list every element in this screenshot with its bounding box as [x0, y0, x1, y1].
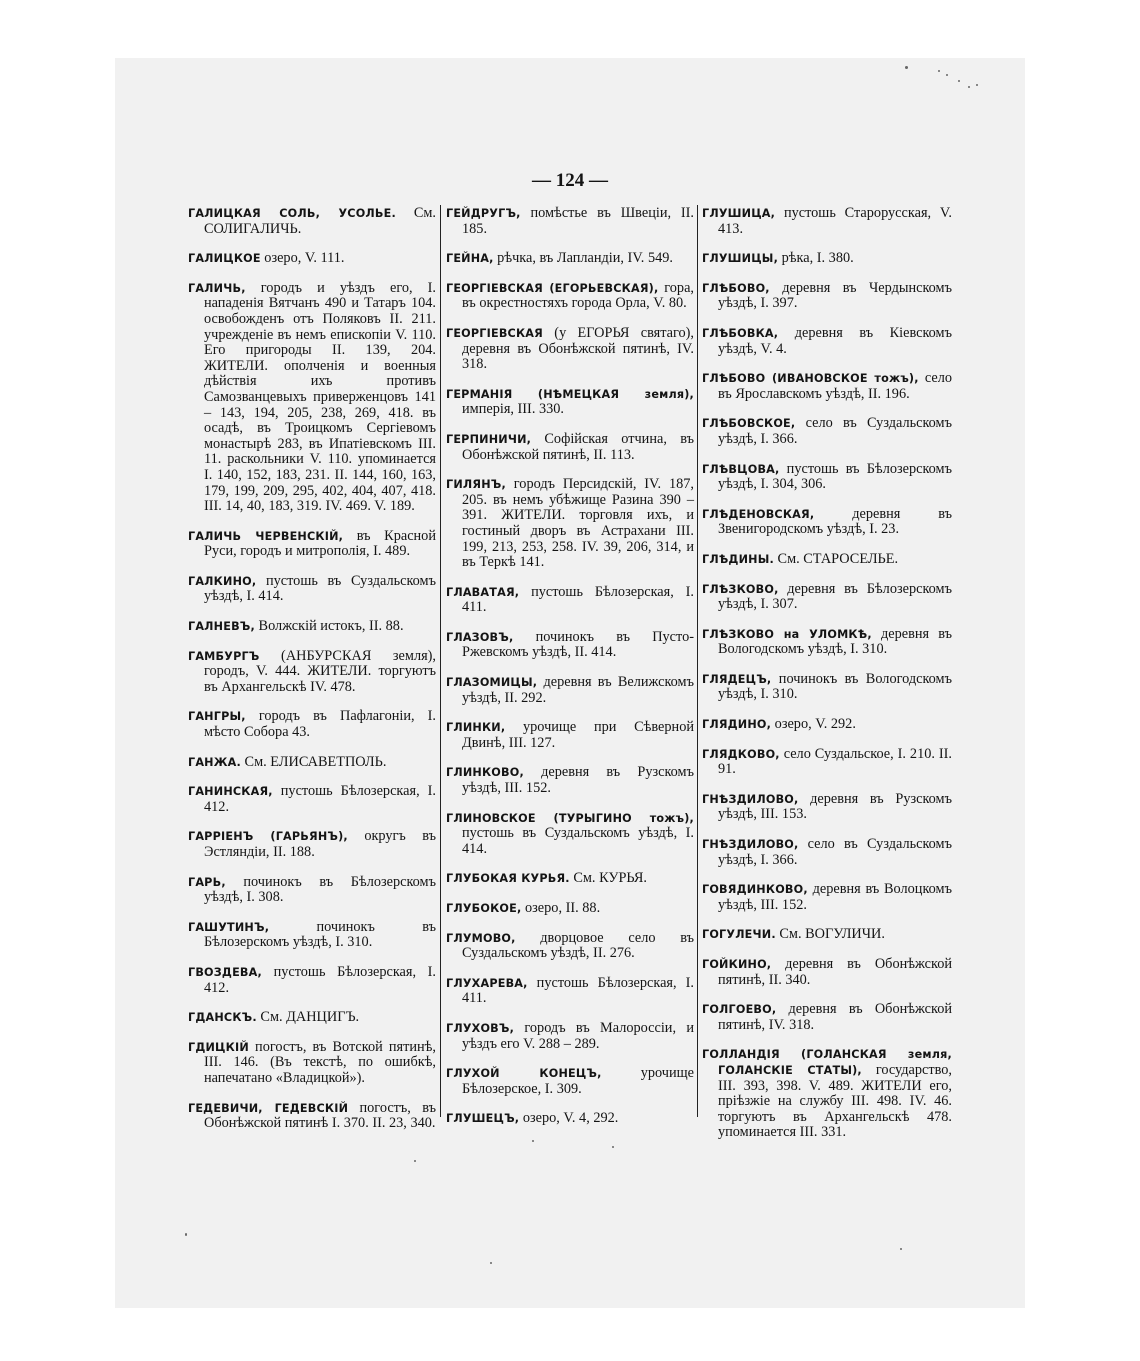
entry-headword: ГОЙКИНО, [702, 958, 772, 971]
entry-text: деревня въ Кіевскомъ уѣздѣ, V. 4. [718, 324, 952, 357]
index-entry [702, 747, 952, 778]
entry-headword: ГЛУШИЦЫ, [702, 252, 779, 266]
index-entry [446, 901, 694, 917]
entry-text: озеро, V. 111. [260, 250, 345, 267]
entry-headword: ГОЛГОЕВО, [702, 1003, 777, 1017]
index-entry [702, 882, 952, 913]
index-entry [702, 927, 952, 943]
entry-headword: ГОВЯДИНКОВО, [702, 883, 808, 897]
index-entry [702, 1047, 952, 1141]
entry-text: пустошь Старорусская, V. 413. [718, 205, 952, 237]
entry-text: починокъ въ Пусто-Ржевскомъ уѣздѣ, II. 414. [462, 628, 694, 661]
index-entry [188, 649, 436, 696]
index-entry [702, 552, 952, 568]
entry-headword: ГЛЯДКОВО, [702, 747, 780, 761]
index-entry [702, 717, 952, 733]
entry-text: дворцовое село въ Суздальскомъ уѣздѣ, II. 276. [462, 929, 694, 962]
index-column-1 [188, 206, 436, 1146]
entry-headword: ГЕОРГІЕВСКАЯ [446, 326, 543, 340]
entry-text: округъ въ Эстляндіи, II. 188. [204, 828, 436, 860]
index-entry [702, 206, 952, 237]
entry-headword: ГЕДЕВИЧИ, ГЕДЕВСКІЙ [188, 1101, 349, 1115]
entry-text: деревня въ Велижскомъ уѣздѣ, II. 292. [462, 674, 694, 706]
index-entry [188, 206, 436, 237]
index-entry [446, 585, 694, 616]
entry-text: село въ Суздальскомъ уѣздѣ, I. 366. [718, 415, 952, 447]
entry-text: См. КУРЬЯ. [569, 870, 647, 887]
index-entry [188, 920, 436, 951]
entry-headword: ГЛИНОВСКОЕ (ТУРЫГИНО тожъ), [446, 811, 694, 825]
entry-headword: ГЛУХОВЪ, [446, 1021, 515, 1035]
entry-headword: ГЛѢЗКОВО на УЛОМКѢ, [702, 627, 872, 641]
entry-text: См. ЕЛИСАВЕТПОЛЬ. [240, 753, 387, 770]
entry-text: Волжскій истокъ, II. 88. [254, 618, 404, 635]
entry-text: въ Красной Руси, городъ и митрополія, I. 489. [204, 527, 436, 560]
entry-headword: ГЛЯДЕЦЪ, [702, 672, 772, 686]
index-entry [702, 371, 952, 402]
column-rule-right [697, 205, 698, 1117]
entry-headword: ГАНИНСКАЯ, [188, 785, 273, 799]
entry-text: село Суздальское, I. 210. II. 91. [718, 745, 952, 778]
index-entry [446, 326, 694, 373]
entry-headword: ГЕЙДРУГЪ, [446, 207, 521, 220]
entry-headword: ГИЛЯНЪ, [446, 478, 506, 492]
entry-headword: ГЛУМОВО, [446, 931, 516, 945]
entry-text: См. СТАРОСЕЛЬЕ. [773, 550, 899, 567]
index-entry [188, 755, 436, 771]
entry-headword: ГАНЖА. [188, 755, 241, 769]
entry-text: (у ЕГОРЬЯ святаго), деревня въ Обонѣжской пятинѣ, IV. 318. [462, 324, 694, 373]
entry-text: деревня въ Волоцкомъ уѣздѣ, III. 152. [718, 881, 952, 913]
entry-headword: ГЛѢБОВСКОЕ, [702, 417, 796, 431]
index-entry [446, 931, 694, 962]
entry-text: деревня въ Бѣлозерскомъ уѣздѣ, I. 307. [718, 580, 952, 613]
index-entry [702, 627, 952, 658]
index-entry [446, 630, 694, 661]
entry-headword: ГЛУБОКАЯ КУРЬЯ. [446, 872, 570, 886]
entry-text: пустошь въ Суздальскомъ уѣздѣ, I. 414. [204, 572, 436, 605]
entry-text: пустошь Бѣлозерская, I. 412. [204, 783, 436, 815]
index-entry [702, 1002, 952, 1033]
entry-headword: ГЕОРГІЕВСКАЯ (ЕГОРЬЕВСКАЯ), [446, 281, 659, 295]
entry-headword: ГЛАЗОВЪ, [446, 630, 514, 644]
entry-headword: ГАРРІЕНЪ (ГАРЬЯНЪ), [188, 830, 348, 844]
entry-text: рѣка, I. 380. [778, 250, 854, 267]
entry-text: починокъ въ Бѣлозерскомъ уѣздѣ, I. 308. [204, 873, 436, 906]
entry-headword: ГЛѢДЕНОВСКАЯ, [702, 507, 815, 521]
index-entry [188, 784, 436, 815]
index-entry [446, 720, 694, 751]
index-entry [188, 1101, 436, 1132]
entry-text: пустошь Бѣлозерская, I. 411. [462, 974, 694, 1007]
index-entry [446, 976, 694, 1007]
entry-text: озеро, II. 88. [521, 900, 601, 916]
index-entry [446, 477, 694, 571]
entry-text: починокъ въ Бѣлозерскомъ уѣздѣ, I. 310. [204, 918, 436, 951]
entry-text: имперія, III. 330. [462, 401, 564, 418]
index-entry [702, 416, 952, 447]
entry-headword: ГДИЦКІЙ [188, 1040, 249, 1054]
entry-headword: ГЛѢВЦОВА, [702, 462, 780, 476]
index-entry [446, 206, 694, 237]
entry-headword: ГАНГРЫ, [188, 710, 246, 724]
entry-headword: ГОГУЛЕЧИ. [702, 928, 776, 942]
entry-text: деревня въ Звенигородскомъ уѣздѣ, I. 23. [718, 505, 952, 538]
entry-text: озеро, V. 4, 292. [519, 1110, 619, 1127]
index-entry [702, 672, 952, 703]
entry-text: пустошь Бѣлозерская, I. 411. [462, 583, 694, 616]
entry-text: деревня въ Чердынскомъ уѣздѣ, I. 397. [718, 279, 952, 312]
index-entry [188, 709, 436, 740]
index-entry [188, 281, 436, 515]
entry-headword: ГАРЬ, [188, 875, 226, 889]
index-entry [702, 957, 952, 988]
entry-headword: ГЕЙНА, [446, 252, 494, 266]
entry-headword: ГЛѢДИНЫ. [702, 552, 774, 566]
entry-headword: ГНѢЗДИЛОВО, [702, 838, 799, 852]
index-column-2 [446, 206, 694, 1141]
entry-headword: ГЕРПИНИЧИ, [446, 432, 532, 446]
index-entry [446, 1021, 694, 1052]
index-entry [702, 582, 952, 613]
entry-text: городъ и уѣздъ его, I. нападенія Вятчанъ 490 и Татаръ 104. освобожденъ отъ Поляковъ II. 211. учрежденіе въ немъ епископіи V. 110. Его пригороды II. 139, 204. ЖИТЕЛИ. ополченія и военныя дѣйствія ихъ противъ Самозванцевыхъ приверженцовъ 141 – 143, 194, 205, 238, 269, 418. въ осадѣ, въ Троицкомъ Сергіевомъ монастырѣ 283, въ Ипатіевскомъ III. 11. раскольники V. 110. упоминается I. 140, 152, 183, 231. II. 144, 160, 163, 179, 199, 209, 295, 402, 404, 407, 418. III. 14, 40, 183, 319. IV. 469. V. 189. [204, 279, 436, 515]
entry-text: пустошь Бѣлозерская, I. 412. [204, 963, 436, 996]
entry-headword: ГЕРМАНІЯ (НѢМЕЦКАЯ земля), [446, 387, 694, 401]
entry-text: урочище при Сѣверной Двинѣ, III. 127. [462, 719, 694, 751]
entry-headword: ГДАНСКЪ. [188, 1011, 257, 1025]
index-entry [188, 965, 436, 996]
entry-text: деревня въ Обонѣжской пятинѣ, II. 340. [718, 956, 952, 988]
entry-text: пустошь въ Суздальскомъ уѣздѣ, I. 414. [462, 825, 694, 857]
index-entry [188, 875, 436, 906]
index-column-3 [702, 206, 952, 1155]
entry-text: село въ Ярославскомъ уѣздѣ, II. 196. [718, 370, 952, 402]
index-entry [702, 792, 952, 823]
column-rule-left [440, 205, 441, 1117]
entry-text: См. ДАНЦИГЪ. [256, 1009, 360, 1026]
entry-headword: ГЛѢБОВО, [702, 281, 770, 295]
entry-headword: ГАЛИЦКОЕ [188, 252, 261, 266]
entry-text: (АНБУРСКАЯ земля), городъ, V. 444. ЖИТЕЛИ. торгуютъ въ Архангельскѣ IV. 478. [204, 647, 436, 695]
index-entry [702, 251, 952, 267]
entry-headword: ГЛУХАРЕВА, [446, 976, 528, 990]
index-entry [188, 529, 436, 560]
entry-headword: ГАЛИЧЬ, [188, 281, 246, 295]
entry-text: городъ въ Малороссіи, и уѣздъ его V. 288 – 289. [462, 1019, 694, 1052]
entry-text: См. СОЛИГАЛИЧЬ. [204, 205, 436, 237]
entry-headword: ГЛѢЗКОВО, [702, 582, 779, 596]
entry-headword: ГНѢЗДИЛОВО, [702, 792, 799, 806]
index-entry [446, 387, 694, 418]
entry-headword: ГАЛКИНО, [188, 574, 257, 588]
entry-text: гора, въ окрестностяхъ города Орла, V. 80. [462, 279, 694, 312]
entry-headword: ГАМБУРГЪ [188, 649, 260, 663]
index-entry [188, 1040, 436, 1087]
entry-text: Софійская отчина, въ Обонѣжской пятинѣ, II. 113. [462, 430, 694, 463]
entry-headword: ГОЛЛАНДІЯ (ГОЛАНСКАЯ земля, ГОЛАНСКІЕ СТАТЫ), [702, 1048, 952, 1077]
index-entry [446, 281, 694, 312]
index-entry [188, 829, 436, 860]
index-entry [702, 462, 952, 493]
index-entry [188, 619, 436, 635]
entry-headword: ГЛУШЕЦЪ, [446, 1112, 520, 1126]
index-entry [446, 432, 694, 463]
index-entry [446, 765, 694, 796]
entry-headword: ГЛИНКИ, [446, 721, 506, 735]
entry-text: деревня въ Обонѣжской пятинѣ, IV. 318. [718, 1001, 952, 1033]
entry-text: село въ Суздальскомъ уѣздѣ, I. 366. [718, 836, 952, 868]
entry-headword: ГЛЯДИНО, [702, 718, 772, 732]
entry-text: озеро, V. 292. [771, 716, 856, 733]
page-number: — 124 — [532, 170, 608, 191]
entry-text: деревня въ Рузскомъ уѣздѣ, III. 152. [462, 764, 694, 797]
entry-text: пустошь въ Бѣлозерскомъ уѣздѣ, I. 304, 306. [718, 460, 952, 493]
entry-text: деревня въ Вологодскомъ уѣздѣ, I. 310. [718, 625, 952, 658]
entry-headword: ГЛАЗОМИЦЫ, [446, 676, 538, 690]
index-entry [702, 837, 952, 868]
entry-headword: ГАШУТИНЪ, [188, 920, 270, 934]
entry-headword: ГЛАВАТАЯ, [446, 585, 520, 599]
index-entry [702, 281, 952, 312]
entry-headword: ГЛИНКОВО, [446, 766, 524, 780]
entry-text: деревня въ Рузскомъ уѣздѣ, III. 153. [718, 790, 952, 823]
entry-headword: ГЛУБОКОЕ, [446, 902, 522, 915]
index-entry [446, 811, 694, 858]
entry-text: государство, III. 393, 398. V. 489. ЖИТЕЛИ его, пріѣзжіе на службу III. 498. IV. 46. торгуютъ въ Архангельскѣ 478. упоминается III. 331. [718, 1061, 953, 1141]
entry-headword: ГАЛИЦКАЯ СОЛЬ, УСОЛЬЕ. [188, 207, 396, 220]
entry-text: городъ въ Пафлагоніи, I. мѣсто Собора 43. [204, 708, 436, 741]
index-entry [188, 251, 436, 267]
entry-text: помѣстье въ Швеціи, II. 185. [462, 205, 694, 237]
index-entry [446, 1066, 694, 1097]
index-entry [702, 507, 952, 538]
index-entry [188, 574, 436, 605]
index-entry [446, 251, 694, 267]
entry-headword: ГЛУШИЦА, [702, 207, 776, 220]
entry-headword: ГАЛНЕВЪ, [188, 620, 255, 634]
entry-text: погостъ, въ Вотской пятинѣ, III. 146. (Въ текстѣ, по ошибкѣ, напечатано «Владицкой»). [204, 1038, 436, 1086]
entry-headword: ГЛѢБОВКА, [702, 326, 779, 340]
index-entry [446, 1111, 694, 1127]
index-entry [446, 675, 694, 706]
index-entry [188, 1010, 436, 1026]
entry-headword: ГЛУХОЙ КОНЕЦЪ, [446, 1067, 602, 1081]
entry-text: См. ВОГУЛИЧИ. [775, 926, 885, 943]
entry-headword: ГВОЗДЕВА, [188, 965, 262, 979]
entry-text: починокъ въ Вологодскомъ уѣздѣ, I. 310. [718, 670, 952, 703]
entry-text: урочище Бѣлозерское, I. 309. [462, 1065, 694, 1097]
entry-text: городъ Персидскій, IV. 187, 205. въ немъ убѣжище Разина 390 – 391. ЖИТЕЛИ. торговля ихъ, и гостиный дворъ въ Астрахани III. 199, 213, 253, 258. IV. 39, 206, 314, и въ Теркѣ 141. [462, 476, 694, 571]
entry-text: рѣчка, въ Лапландіи, IV. 549. [493, 250, 673, 267]
index-entry [702, 326, 952, 357]
entry-text: погостъ, въ Обонѣжской пятинѣ I. 370. II. 23, 340. [204, 1099, 437, 1132]
index-entry [446, 871, 694, 887]
entry-headword: ГЛѢБОВО (ИВАНОВСКОЕ тожъ), [702, 372, 919, 386]
entry-headword: ГАЛИЧЬ ЧЕРВЕНСКІЙ, [188, 529, 344, 543]
